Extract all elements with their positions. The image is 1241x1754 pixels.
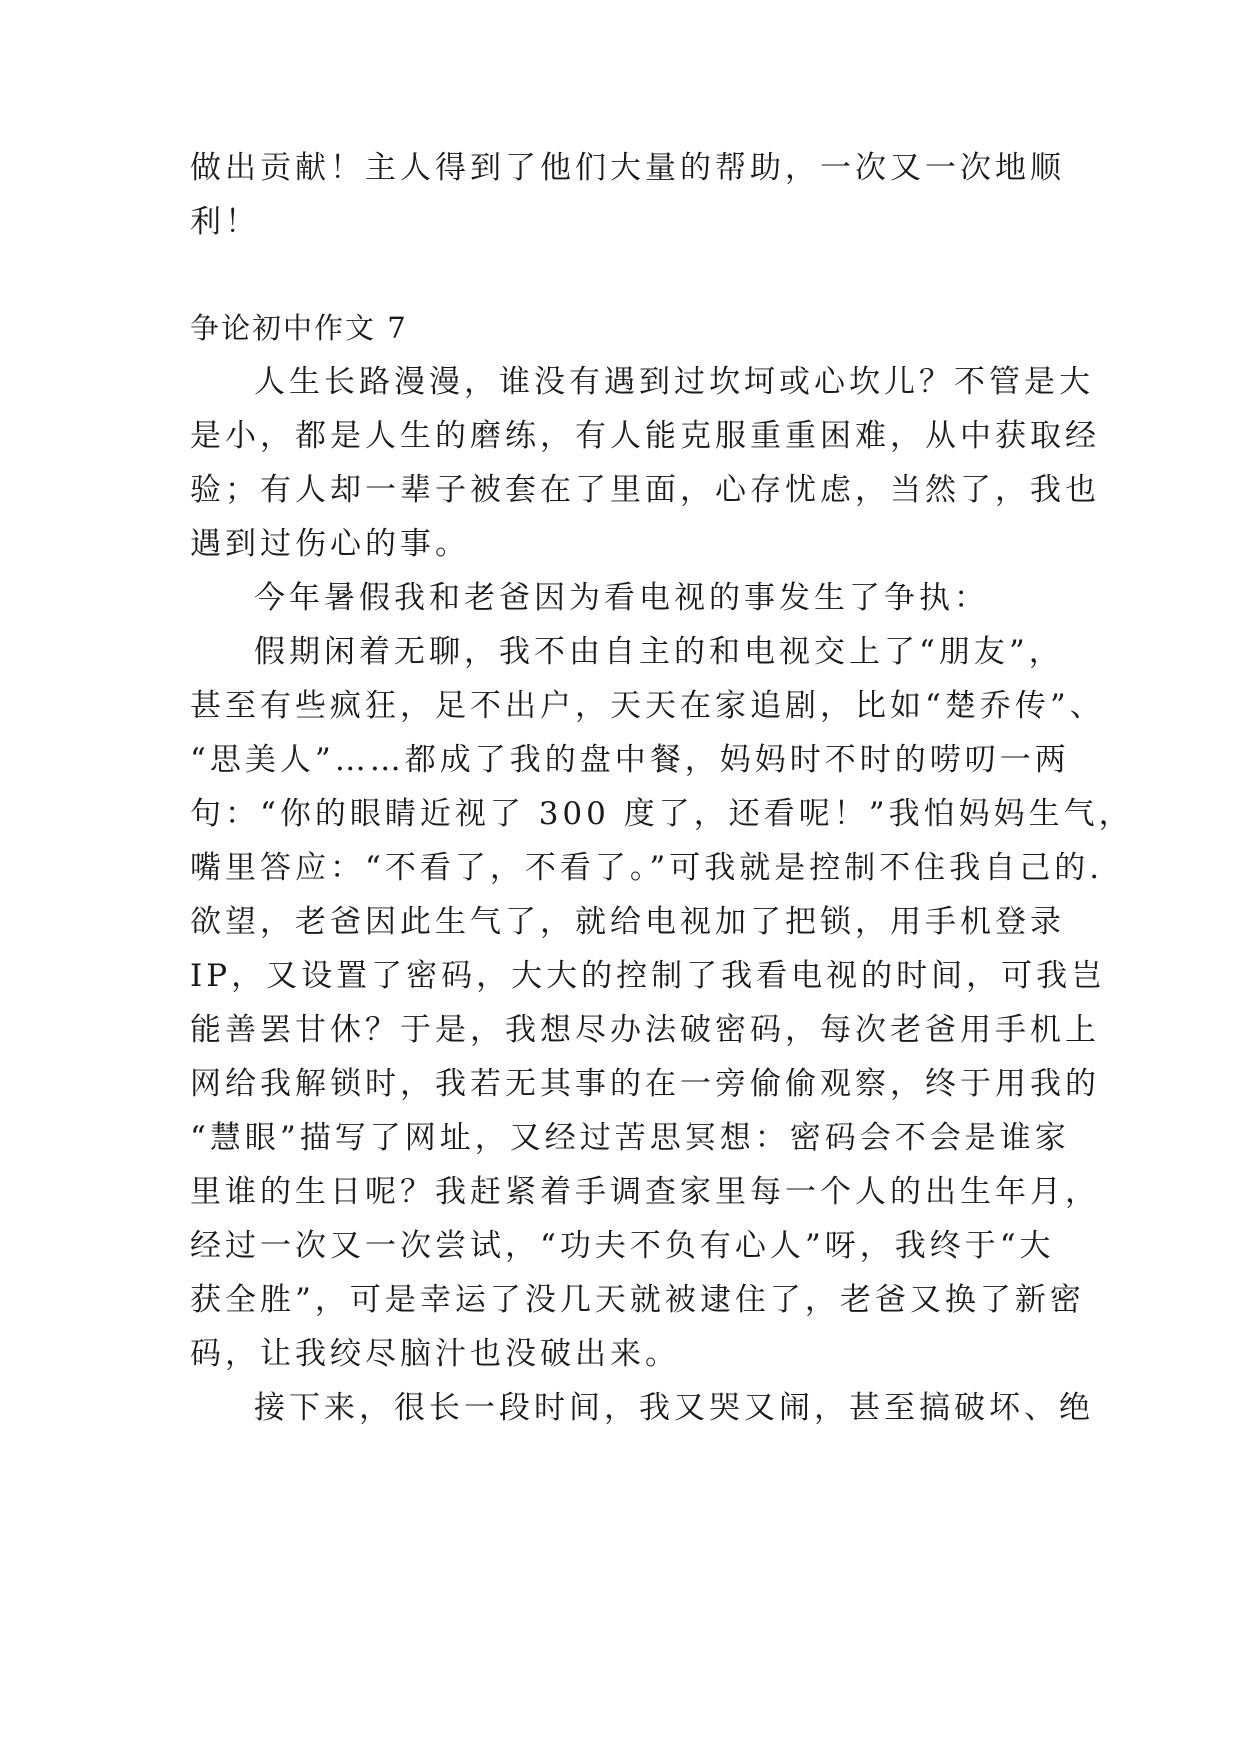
text-line: IP，又设置了密码，大大的控制了我看电视的时间，可我岂 <box>190 958 1107 994</box>
text-line: 验；有人却一辈子被套在了里面，心存忧虑，当然了，我也 <box>190 472 1100 508</box>
text-line: 甚至有些疯狂，足不出户，天天在家追剧，比如“楚乔传”、 <box>190 688 1105 724</box>
text-line: 接下来，很长一段时间，我又哭又闹，甚至搞破坏、绝 <box>254 1390 1094 1426</box>
text-line: 经过一次又一次尝试，“功夫不负有心人”呀，我终于“大 <box>190 1228 1055 1264</box>
text-line: 里谁的生日呢？我赶紧着手调查家里每一个人的出生年月， <box>190 1174 1100 1210</box>
text-line: 利！ <box>190 204 260 240</box>
text-line: 欲望，老爸因此生气了，就给电视加了把锁，用手机登录 <box>190 904 1065 940</box>
text-line: 网给我解锁时，我若无其事的在一旁偷偷观察，终于用我的 <box>190 1066 1100 1102</box>
section-title: 争论初中作文 7 <box>190 311 408 345</box>
text-line: 做出贡献！主人得到了他们大量的帮助，一次又一次地顺 <box>190 150 1065 186</box>
text-line: “慧眼”描写了网址，又经过苦思冥想：密码会不会是谁家 <box>190 1120 1070 1156</box>
text-line: 假期闲着无聊，我不由自主的和电视交上了“朋友”， <box>254 634 1064 670</box>
text-line: 嘴里答应：“不看了，不看了。”可我就是控制不住我自己的. <box>190 850 1104 886</box>
text-line: 码，让我绞尽脑汁也没破出来。 <box>190 1336 680 1372</box>
text-line: 获全胜”，可是幸运了没几天就被逮住了，老爸又换了新密 <box>190 1282 1085 1318</box>
text-line: 能善罢甘休？于是，我想尽办法破密码，每次老爸用手机上 <box>190 1012 1100 1048</box>
text-line: 人生长路漫漫，谁没有遇到过坎坷或心坎儿？不管是大 <box>254 364 1094 400</box>
text-line: 今年暑假我和老爸因为看电视的事发生了争执： <box>254 580 989 616</box>
text-line: “思美人”……都成了我的盘中餐，妈妈时不时的唠叨一两 <box>190 742 1070 778</box>
text-line: 句：“你的眼睛近视了 300 度了，还看呢！”我怕妈妈生气， <box>190 796 1134 832</box>
text-line: 遇到过伤心的事。 <box>190 526 470 562</box>
text-line: 是小，都是人生的磨练，有人能克服重重困难，从中获取经 <box>190 418 1100 454</box>
